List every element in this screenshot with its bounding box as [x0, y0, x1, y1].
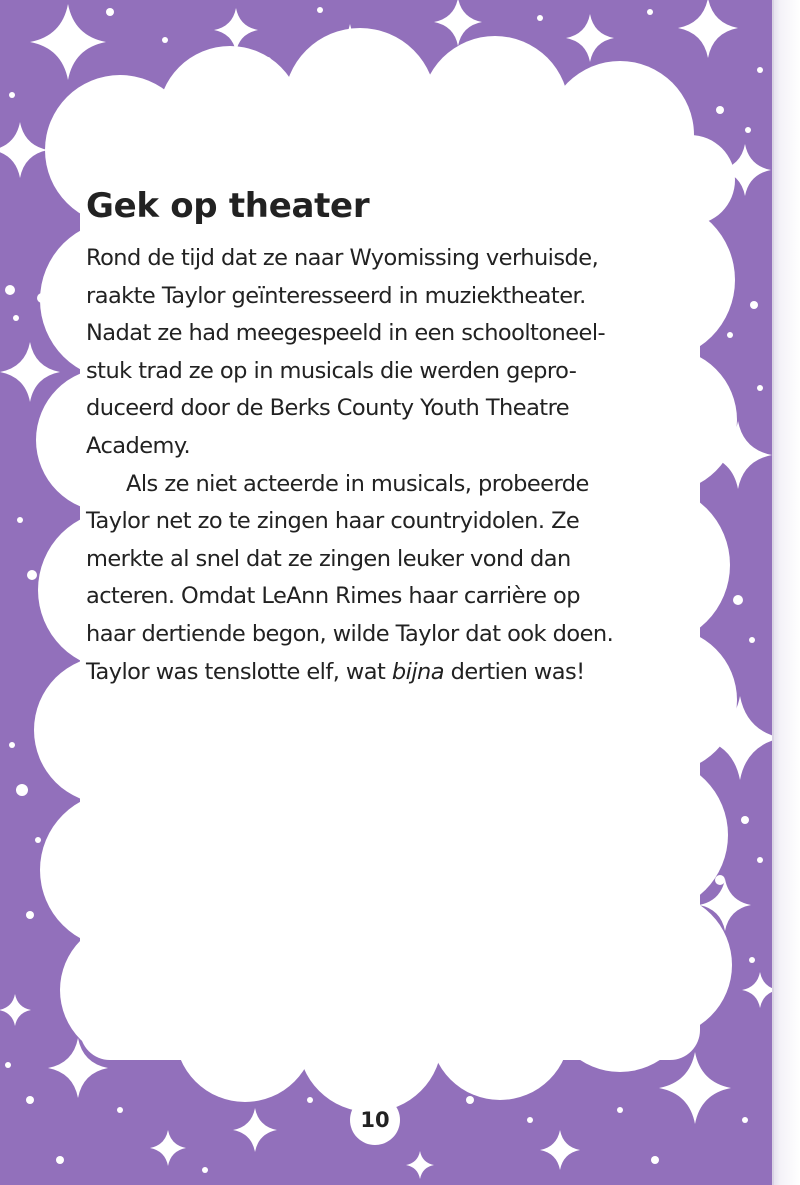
- text-line: haar dertiende begon, wilde Taylor dat ook doen.: [86, 620, 614, 647]
- text-line: merkte al snel dat ze zingen leuker vond dan: [86, 545, 571, 572]
- text-fragment: Taylor was tenslotte elf, wat: [86, 658, 392, 685]
- text-line: acteren. Omdat LeAnn Rimes haar carrière op: [86, 583, 580, 610]
- text-line: duceerd door de Berks County Youth Theatre: [86, 395, 570, 422]
- text-fragment: dertien was!: [444, 658, 585, 685]
- paragraph-1: [86, 240, 686, 466]
- text-line: Rond de tijd dat ze naar Wyomissing verhuisde,: [86, 245, 599, 271]
- paragraph-2: [86, 466, 686, 692]
- text-line-last: [86, 654, 686, 692]
- text-line: raakte Taylor geïnteresseerd in muziektheater.: [86, 282, 586, 309]
- emphasized-word: bijna: [391, 658, 444, 685]
- chapter-title: Gek op theater: [86, 186, 370, 226]
- text-line: Als ze niet acteerde in musicals, probeerde: [126, 470, 589, 497]
- text-block: [86, 186, 686, 691]
- text-line: Nadat ze had meegespeeld in een schooltoneel-: [86, 320, 606, 347]
- text-line: Taylor net zo te zingen haar countryidolen. Ze: [86, 508, 580, 535]
- page-number-badge: 10: [350, 1095, 400, 1145]
- text-line: Academy.: [86, 432, 191, 459]
- text-line: stuk trad ze op in musicals die werden gepro-: [86, 357, 577, 384]
- page-edge-strip: [772, 0, 800, 1185]
